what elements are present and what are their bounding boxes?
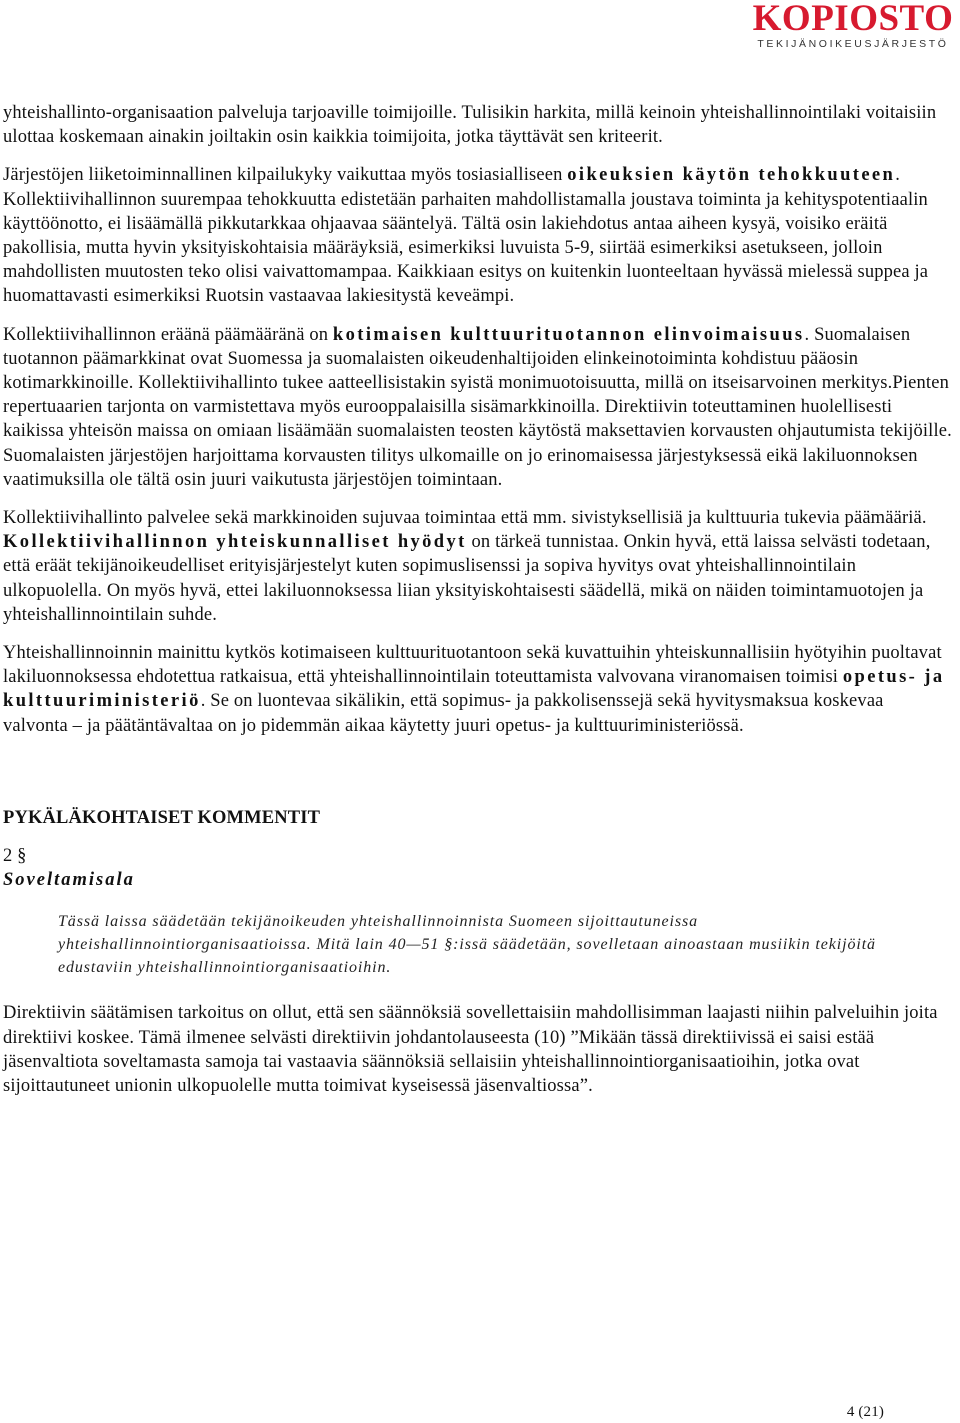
law-quote: Tässä laissa säädetään tekijänoikeuden yhteishallinnoinnista Suomeen sijoittautuneissa yhteishallinnointiorganisaatioissa. Mitä lain 40—51 §:issä säädetään, sovelletaan ainoastaan musiikin tekijöitä edustaviin yhteishallinnointiorganisaatioihin. — [58, 913, 876, 977]
section-heading: PYKÄLÄKOHTAISET KOMMENTIT — [3, 807, 321, 828]
paragraph-1-text: yhteishallinto-organisaation palveluja tarjoaville toimijoille. Tulisikin harkita, millä keinoin yhteishallinnointilaki voitaisiin ulottaa koskemaan ainakin joiltakin osin kaikkia toimijoita, jotka täyttävät sen kriteerit. — [3, 103, 937, 148]
emphasis-opetus-ja-kulttuuriministerio: opetus- ja kulttuuriministeriö — [3, 667, 945, 712]
section-body: Direktiivin säätämisen tarkoitus on ollut, että sen säännöksiä sovellettaisiin mahdollisimman laajasti niihin palveluihin joita direktiivi koskee. Tämä ilmenee selvästi direktiivin johdantolauseesta (10) ”Mikään tässä direktiivissä ei saisi estää jäsenvaltiota soveltamasta samoja tai vastaavia säännöksiä sellaisiin yhteishallinnointiorganisaatioihin, jotka ovat sijoittautuneet unionin ulkopuolelle mutta toimivat kyseisessä jäsenvaltiossa”. — [3, 1003, 938, 1097]
paragraph-5-intro: Yhteishallinnoinnin mainittu kytkös kotimaiseen kulttuurituotantoon sekä kuvattuihin yhteiskunnallisiin hyötyihin puoltavat lakiluonnoksessa ehdotettua ratkaisua, että yhteishallinnointilain toteuttamista valvovana viranomaisen toimisi — [3, 643, 942, 688]
paragraph-3-intro: Kollektiivihallinnon eräänä päämääränä on — [3, 324, 333, 345]
paragraph-1 — [3, 101, 953, 149]
paragraph-5 — [3, 641, 953, 738]
emphasis-oikeuksien-kayton-tehokkuuteen: oikeuksien käytön tehokkuuteen — [567, 165, 896, 186]
paragraph-4-text: on tärkeä tunnistaa. Onkin hyvä, että laissa selvästi todetaan, että eräät tekijänoikeudelliset erityisjärjestelyt kuten sopimuslisenssi ja sopiva hyvitys ovat yhteishallinnointilain ulkopuolella. On myös hyvä, ettei lakiluonnoksessa liian yksityiskohtaisesti säädellä, mikä on näiden toimintamuotojen ja yhteishallinnointilain suhde. — [3, 532, 931, 625]
emphasis-yhteiskunnalliset-hyodyt: Kollektiivihallinnon yhteiskunnalliset hyödyt — [3, 532, 467, 553]
kopiosto-logo — [748, 0, 958, 50]
paragraph-5-text: . Se on luontevaa sikälikin, että sopimus- ja pakkolisenssejä sekä hyvitysmaksua koskevaa valvonta – ja päätäntävaltaa on jo pidemmän aikaa käytetty juuri opetus- ja kulttuuriministeriössä. — [3, 691, 884, 736]
page-number: 4 (21) — [846, 1404, 884, 1420]
paragraph-2-text: . Kollektiivihallinnon suurempaa tehokkuutta edistetään parhaiten mahdollistamalla joustava toiminta ja kehityspotentiaalin käyttöönotto, ei lisäämällä pikkutarkkaa ohjaavaa sääntelyä. Tältä osin lakiehdotus antaa aiheen kysyä, voisiko eräitä pakollisia, mutta hyvin yksityiskohtaisia määräyksiä, esimerkiksi luvuista 5-9, siirtää esimerkiksi asetukseen, jolloin mahdollisten muutosten teko olisi vaivattomampaa. Kaikkiaan esitys on kuitenkin luonteeltaan hyvässä mielessä suppea ja huomattavasti esimerkiksi Ruotsin vastaavaa lakiesitystä keveämpi. — [3, 165, 929, 307]
paragraph-3-text: . Suomalaisen tuotannon päämarkkinat ovat Suomessa ja suomalaisten oikeudenhaltijoiden elinkeinotoiminta kohdistuu pääosin kotimarkkinoille. Kollektiivihallinto tukee aatteellisistakin syistä monimuotoisuutta, millä on itseisarvoinen merkitys.Pienten repertuaarien tarjonta on varmistettava myös eurooppalaisilla sisämarkkinoilla. Direktiivin toteuttaminen huolellisesti kaikissa yhteisön maissa on omiaan lisäämään suomalaisten teosten käytöstä maksettavien korvausten ohjautumista tekijöille. Suomalaisten järjestöjen harjoittama korvausten tilitys ulkomaille on jo erinomaisessa järjestyksessä eikä lakiluonnoksen vaatimuksilla ole tältä osin juuri vaikutusta järjestöjen toimintaan. — [3, 324, 952, 490]
paragraph-2-intro: Järjestöjen liiketoiminnallinen kilpailukyky vaikuttaa myös tosiasialliseen — [3, 165, 568, 186]
paragraph-3 — [3, 323, 953, 492]
document-body — [3, 101, 953, 1112]
emphasis-kulttuurituotannon-elinvoimaisuus: kotimaisen kulttuurituotannon elinvoimaisuus — [332, 324, 805, 345]
logo-subtitle: TEKIJÄNOIKEUSJÄRJESTÖ — [757, 38, 949, 50]
section-number: 2 § — [3, 846, 27, 867]
paragraph-4-intro: Kollektiivihallinto palvelee sekä markkinoiden sujuvaa toimintaa että mm. sivistyksellisiä ja kulttuuria tukevia päämääriä. — [3, 508, 927, 529]
section-title: Soveltamisala — [3, 870, 135, 891]
logo-wordmark: KOPIOSTO — [752, 0, 954, 39]
paragraph-2 — [3, 163, 953, 308]
paragraph-4 — [3, 506, 953, 627]
